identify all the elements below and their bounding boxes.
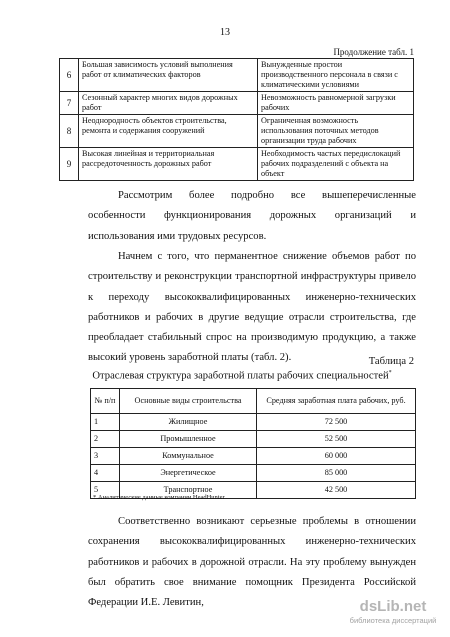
- consequence-cell: Вынужденные простои производственного персонала в связи с климатическими условиями: [258, 59, 414, 92]
- salary-cell: 60 000: [257, 448, 416, 465]
- construction-type-cell: Промышленное: [120, 431, 257, 448]
- table-header-row: [91, 389, 416, 414]
- table-row: [91, 414, 416, 431]
- problem-cell: Высокая линейная и территориальная рассредоточенность дорожных работ: [79, 148, 258, 181]
- problem-cell: Сезонный характер многих видов дорожных работ: [79, 92, 258, 115]
- consequence-cell: Необходимость частых передислокаций рабочих подразделений с объекта на объект: [258, 148, 414, 181]
- watermark-logo: dsLib.net: [359, 598, 427, 615]
- construction-type-cell: Транспортное: [120, 482, 257, 499]
- table-2-title: [0, 370, 450, 382]
- table-row: [60, 148, 414, 181]
- table-2: [90, 388, 416, 499]
- construction-type-cell: Жилищное: [120, 414, 257, 431]
- salary-cell: 72 500: [257, 414, 416, 431]
- table-row: [60, 115, 414, 148]
- table-row: [91, 431, 416, 448]
- row-number: 9: [60, 148, 79, 181]
- consequence-cell: Ограниченная возможность использования поточных методов организации труда рабочих: [258, 115, 414, 148]
- paragraph: Рассмотрим более подробно все вышеперечисленные особенности функционирования дорожных организаций и использования ими трудовых ресурсов.: [88, 190, 416, 242]
- consequence-cell: Невозможность равномерной загрузки рабочих: [258, 92, 414, 115]
- table-row: [60, 59, 414, 92]
- row-number: 2: [91, 431, 120, 448]
- row-number: 7: [60, 92, 79, 115]
- problem-cell: Неоднородность объектов строительства, ремонта и содержания сооружений: [79, 115, 258, 148]
- table-2-label: Таблица 2: [368, 356, 414, 367]
- watermark: [343, 598, 443, 625]
- paragraph: Соответственно возникают серьезные проблемы в отношении сохранения высококвалифицированных инженерно-технических работников и рабочих в дорожной отрасли. На эту проблему вынужден был обратить свое внимание помощник Президента Российской Федерации И.Е. Левитин,: [88, 516, 416, 609]
- table-row: [60, 92, 414, 115]
- table-2-footnote: * Аналитические данные компании HeadHunter: [93, 494, 225, 501]
- table-row: [91, 465, 416, 482]
- column-header-num: № п/п: [91, 389, 120, 414]
- problem-cell: Большая зависимость условий выполнения работ от климатических факторов: [79, 59, 258, 92]
- page-number: 13: [220, 27, 230, 38]
- row-number: 1: [91, 414, 120, 431]
- paragraph: Начнем с того, что перманентное снижение объемов работ по строительству и реконструкции транспортной инфраструктуры привело к переходу высококвалифицированных инженерно-технических работников и рабочих в другие ведущие отрасли строительства, где преобладает стабильный спрос на производимую продукцию, а также высокий уровень заработной платы (табл. 2).: [88, 251, 416, 364]
- table-1-continuation: [59, 58, 414, 181]
- row-number: 4: [91, 465, 120, 482]
- column-header-salary: Средняя заработная плата рабочих, руб.: [257, 389, 416, 414]
- salary-cell: 85 000: [257, 465, 416, 482]
- row-number: 8: [60, 115, 79, 148]
- table-continuation-label: Продолжение табл. 1: [333, 47, 414, 57]
- salary-cell: 42 500: [257, 482, 416, 499]
- construction-type-cell: Энергетическое: [120, 465, 257, 482]
- row-number: 6: [60, 59, 79, 92]
- watermark-subtitle: библиотека диссертаций: [349, 616, 437, 625]
- row-number: 5: [91, 482, 120, 499]
- column-header-type: Основные виды строительства: [120, 389, 257, 414]
- table-2-title-text: Отраслевая структура заработной платы рабочих специальностей: [92, 370, 389, 382]
- row-number: 3: [91, 448, 120, 465]
- salary-cell: 52 500: [257, 431, 416, 448]
- footnote-mark: *: [388, 370, 392, 376]
- table-row: [91, 448, 416, 465]
- construction-type-cell: Коммунальное: [120, 448, 257, 465]
